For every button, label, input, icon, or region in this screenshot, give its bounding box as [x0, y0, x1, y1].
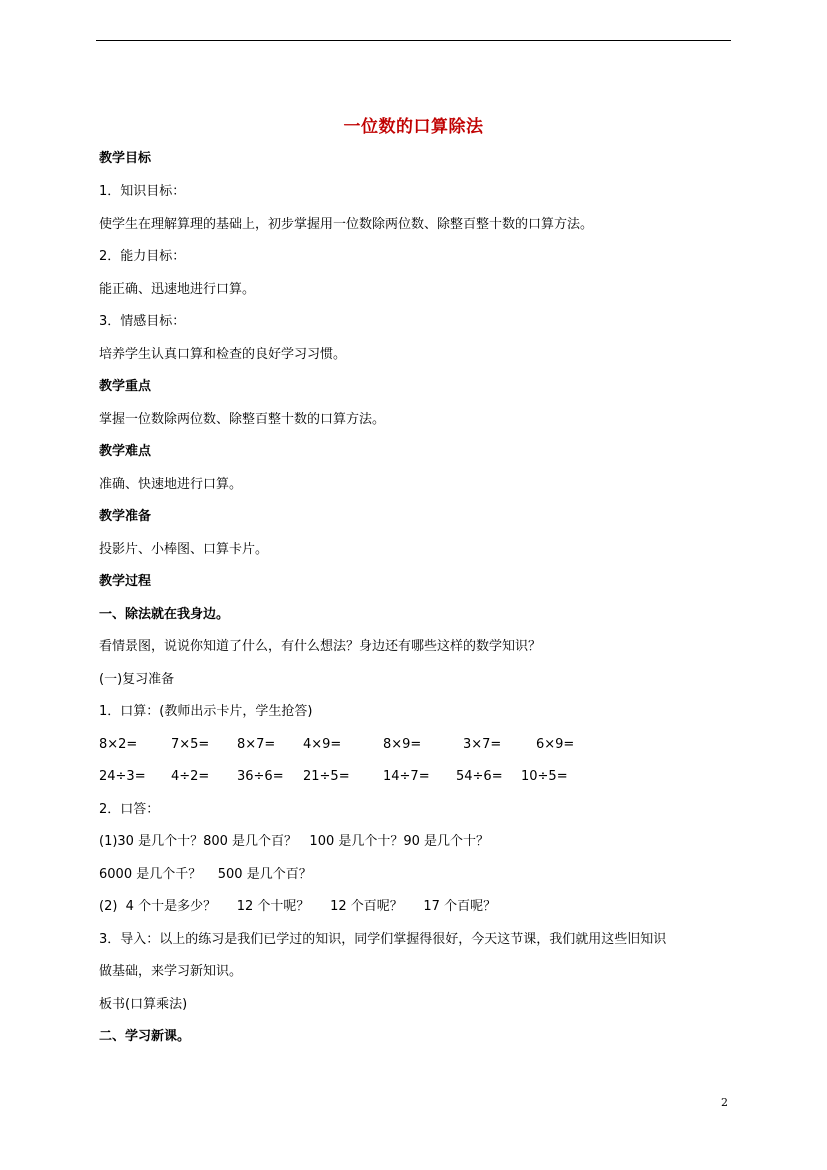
header-rule	[96, 40, 731, 41]
prep-text: 投影片、小棒图、口算卡片。	[99, 542, 269, 557]
intro-line1: 3．导入：以上的练习是我们已学过的知识，同学们掌握得很好，今天这节课，我们就用这些旧知识	[99, 932, 667, 947]
process-heading: 教学过程	[99, 574, 152, 589]
expression: 4×9=	[303, 737, 342, 752]
expression: 3×7=	[463, 737, 502, 752]
difficulty-text: 准确、快速地进行口算。	[99, 477, 243, 492]
expression: 8×2=	[99, 737, 138, 752]
difficulty-heading: 教学难点	[99, 444, 152, 459]
part2-heading: 二、学习新课。	[99, 1029, 191, 1044]
prep-heading: 教学准备	[99, 509, 152, 524]
expression: 8×9=	[383, 737, 422, 752]
oral-answer-label: 2．口答：	[99, 802, 160, 817]
goal1-label: 1．知识目标：	[99, 184, 186, 199]
part1-text: 看情景图，说说你知道了什么，有什么想法？身边还有哪些这样的数学知识？	[99, 639, 542, 654]
board-text: 板书(口算乘法)	[99, 997, 188, 1012]
goal2-label: 2．能力目标：	[99, 249, 186, 264]
expression: 24÷3=	[99, 769, 146, 784]
goal1-text: 使学生在理解算理的基础上，初步掌握用一位数除两位数、除整百整十数的口算方法。	[99, 217, 594, 232]
goal3-label: 3．情感目标：	[99, 314, 186, 329]
intro-line2: 做基础，来学习新知识。	[99, 964, 243, 979]
question2-line: (2) 4 个十是多少？ 12 个十呢？ 12 个百呢？ 17 个百呢？	[99, 899, 497, 914]
page-number: 2	[721, 1096, 728, 1109]
oral-calc-label: 1．口算：(教师出示卡片，学生抢答)	[99, 704, 313, 719]
expression: 21÷5=	[303, 769, 350, 784]
expression: 10÷5=	[521, 769, 568, 784]
expression: 36÷6=	[237, 769, 284, 784]
review-heading: (一)复习准备	[99, 672, 175, 687]
expression: 7×5=	[171, 737, 210, 752]
expression: 8×7=	[237, 737, 276, 752]
focus-text: 掌握一位数除两位数、除整百整十数的口算方法。	[99, 412, 386, 427]
part1-heading: 一、除法就在我身边。	[99, 607, 230, 622]
question1-line2: 6000 是几个千？ 500 是几个百？	[99, 867, 312, 882]
goal3-text: 培养学生认真口算和检查的良好学习习惯。	[99, 347, 347, 362]
goal2-text: 能正确、迅速地进行口算。	[99, 282, 256, 297]
expression: 54÷6=	[456, 769, 503, 784]
goals-heading: 教学目标	[99, 151, 152, 166]
expression: 6×9=	[536, 737, 575, 752]
focus-heading: 教学重点	[99, 379, 152, 394]
expression: 14÷7=	[383, 769, 430, 784]
question1-line1: (1)30 是几个十？800 是几个百？ 100 是几个十？90 是几个十？	[99, 834, 490, 849]
expression: 4÷2=	[171, 769, 210, 784]
page-title: 一位数的口算除法	[343, 117, 484, 137]
